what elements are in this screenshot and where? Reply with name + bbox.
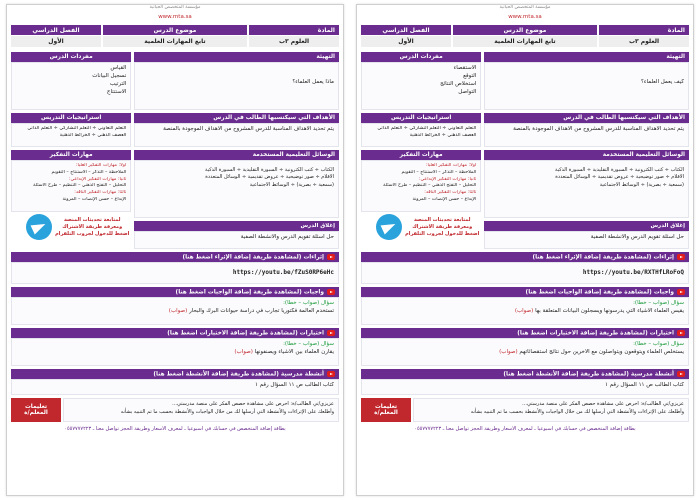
goals-text: يتم تحديد الأهداف المناسبة للدرس المشروح من الأهداف الموجودة بالمنصة — [163, 126, 334, 132]
school-title-text: أنشطة مدرسية (لمشاهدة طريقة إضافة الأنشطة اضغط هنا) — [503, 371, 674, 378]
youtube-play-icon[interactable] — [327, 371, 335, 377]
topic-label: موضوع الدرس — [453, 25, 597, 35]
skills-line: الإبداع – حسن الإنصات – المرونة — [62, 197, 127, 203]
promo-line: اضغط للدخول لجروب التلقرام — [55, 230, 130, 237]
site-subtitle: مؤسسة المتخصص الحياتية — [149, 5, 201, 10]
semester-cell — [11, 25, 101, 47]
subject-cell — [249, 25, 339, 47]
skills-line: أولاً: مهارات التفكير العليا: — [425, 163, 477, 168]
homework-question-label: سؤال (صواب – خطأ): — [633, 300, 684, 306]
skills-box — [361, 160, 481, 212]
vocab-section — [361, 52, 481, 110]
vocab-item: الاستنتاج — [106, 88, 127, 95]
homework-question-label: سؤال (صواب – خطأ): — [283, 300, 334, 306]
skills-line: ثانياً: مهارات التفكير الإبداعي: — [418, 176, 477, 182]
vocab-item: التواصل — [458, 88, 477, 95]
vocab-item: الاستقصاء — [453, 65, 477, 71]
skills-line: الملاحظة – التذكر – الاستنتاج – التقويم — [401, 169, 477, 175]
enrich-title-text: إثراءات (لمشاهدة طريقة إضافة الإثراء اضغط هنا) — [532, 254, 674, 261]
aids-title: الوسائل التعليمية المستخدمة — [134, 150, 339, 160]
subject-label: المادة — [599, 25, 689, 35]
skills-title: مهارات التفكير — [361, 150, 481, 160]
strategies-box — [361, 123, 481, 147]
tests-box — [361, 338, 689, 366]
skills-section — [11, 150, 131, 249]
school-text: كتاب الطالب ص ١١ السؤال رقم ١ — [604, 382, 684, 388]
enrich-section — [11, 252, 339, 284]
semester-label: الفصل الدراسي — [361, 25, 451, 35]
skills-line: التحليل – التفتح الذهني – التنظيم – طرح الأسئلة — [33, 183, 127, 189]
goals-title: الأهداف التي سيكتسبها الطالب في الدرس — [484, 113, 689, 123]
aids-line: (سمعية ÷ بصرية) ÷ الوسائط الاجتماعية — [599, 181, 684, 188]
promo-line: اضغط للدخول لجروب التلقرام — [405, 230, 480, 237]
strategies-title: استراتيجيات التدريس — [361, 113, 481, 123]
skills-line: أولاً: مهارات التفكير العليا: — [75, 163, 127, 168]
closing-title: إغلاق الدرس — [484, 221, 689, 231]
site-header — [357, 5, 693, 25]
homework-title-text: واجبات (لمشاهدة طريقة إضافة الواجبات اضغط هنا) — [175, 289, 324, 296]
enrich-link[interactable]: https://youtu.be/RXTHfLRoFoQ — [582, 269, 684, 276]
skills-line: الملاحظة – التذكر – الاستنتاج – التقويم — [51, 169, 127, 175]
topic-cell — [103, 25, 247, 47]
skills-line: ثانياً: مهارات التفكير الإبداعي: — [68, 176, 127, 182]
notes-label: تعليمات المعلم/ة — [361, 398, 411, 422]
tests-box — [11, 338, 339, 366]
skills-title: مهارات التفكير — [11, 150, 131, 160]
semester-cell — [361, 25, 451, 47]
lesson-card-right — [356, 4, 694, 496]
intro-title: التهيئة — [484, 52, 689, 62]
strategies-title: استراتيجيات التدريس — [11, 113, 131, 123]
notes-text — [63, 398, 339, 422]
homework-title[interactable] — [11, 287, 339, 297]
promo-text — [55, 217, 129, 238]
goals-box — [484, 123, 689, 147]
intro-text: ماذا يعمل العلماء؟ — [292, 79, 334, 85]
goals-section — [484, 113, 689, 147]
notes-line: وأطلعك على الإثراءات والأنشطة التي أرسلها لك من خلال الواجبات والأنشطة بحسب ما تم التنبيه بشأنه — [120, 408, 334, 415]
tests-answer: (صواب) — [234, 348, 253, 355]
youtube-play-icon[interactable] — [677, 289, 685, 295]
subject-cell — [599, 25, 689, 47]
intro-section — [484, 52, 689, 110]
school-title[interactable] — [11, 369, 339, 379]
footer-note: بطاقة إضافة المتخصص في حسابك في أسبوعيا ـ لمعرف الأسعار وطريقة الحجز تواصل معنا ـ ٠٥٥٧٧٧٧٢٢٣ — [414, 426, 636, 432]
vocab-section — [11, 52, 131, 110]
school-box — [361, 379, 689, 395]
goals-section — [134, 113, 339, 147]
tests-question-text: يستخلص العلماء ويتوقعون ويتواصلون مع الآخرين حول نتائج استقصائاتهم — [519, 348, 684, 355]
telegram-promo[interactable] — [361, 212, 481, 242]
closing-text: حل أسئلة تقويم الدرس والأنشطة الصفية — [590, 234, 684, 240]
promo-line: لمتابعة تحديثات المنصة — [413, 216, 471, 223]
youtube-play-icon[interactable] — [677, 254, 685, 260]
youtube-play-icon[interactable] — [327, 289, 335, 295]
lesson-header — [361, 25, 689, 47]
homework-title-text: واجبات (لمشاهدة طريقة إضافة الواجبات اضغط هنا) — [525, 289, 674, 296]
strategies-section — [361, 113, 481, 147]
semester-label: الفصل الدراسي — [11, 25, 101, 35]
telegram-icon[interactable] — [26, 214, 52, 240]
vocab-item: التوقع — [463, 72, 477, 79]
tests-question-text: يقارن العلماء بين الأشياء ويصنفونها — [254, 348, 334, 355]
skills-line: الإبداع – حسن الإنصات – المرونة — [412, 197, 477, 203]
topic-value: تابع المهارات العلمية — [103, 36, 247, 47]
aids-title: الوسائل التعليمية المستخدمة — [484, 150, 689, 160]
subject-value: العلوم ٣ب — [599, 36, 689, 47]
telegram-icon[interactable] — [376, 214, 402, 240]
enrich-box — [11, 262, 339, 284]
homework-question — [366, 308, 684, 316]
notes-label: تعليمات المعلم/ة — [11, 398, 61, 422]
intro-box — [484, 62, 689, 110]
skills-line: ثالثاً: مهارات التفكير الناقد: — [424, 190, 477, 196]
promo-text — [405, 217, 479, 238]
strategies-line: التعلم التعاوني ÷ التعلم التشاركي ÷ التعلم الذاتي — [377, 126, 477, 131]
homework-question-text: تستخدم العالمة فكتوريا تجارب في دراسة حيوانات البرك والبحار — [189, 307, 334, 314]
strategies-line: التعلم التعاوني ÷ التعلم التشاركي ÷ التعلم الذاتي — [27, 126, 127, 131]
youtube-play-icon[interactable] — [677, 330, 685, 336]
topic-cell — [453, 25, 597, 47]
homework-title[interactable] — [361, 287, 689, 297]
vocab-box — [361, 62, 481, 110]
site-url[interactable]: www.mta.sa — [158, 14, 192, 20]
vocab-item: استخلاص النتائج — [440, 80, 477, 87]
subject-value: العلوم ٣ب — [249, 36, 339, 47]
aids-section — [134, 150, 339, 249]
notes-line: عزيزي/تي الطالب/ة: احرص على مشاهدة حصص الفكر على منصة مدرستي... — [522, 401, 684, 407]
tests-question — [16, 349, 334, 357]
intro-box — [134, 62, 339, 110]
site-url[interactable]: www.mta.sa — [508, 14, 542, 20]
promo-line: لمتابعة تحديثات المنصة — [63, 216, 121, 223]
teacher-notes — [11, 398, 339, 422]
tests-question-label: سؤال (صواب – خطأ): — [283, 341, 334, 347]
site-header — [7, 5, 343, 25]
notes-line: وأطلعك على الإثراءات والأنشطة التي أرسلها لك من خلال الواجبات والأنشطة بحسب ما تم التنبيه بشأنه — [470, 408, 684, 415]
enrich-title-text: إثراءات (لمشاهدة طريقة إضافة الإثراء اضغط هنا) — [182, 254, 324, 261]
homework-answer: (صواب) — [514, 307, 534, 314]
homework-section — [11, 287, 339, 325]
tests-section — [11, 328, 339, 366]
aids-line: (سمعية ÷ بصرية) ÷ الوسائط الاجتماعية — [249, 181, 334, 188]
homework-question — [16, 308, 334, 316]
school-title[interactable] — [361, 369, 689, 379]
homework-box — [361, 297, 689, 325]
enrich-link[interactable]: https://youtu.be/fZuS0RP6eHc — [232, 269, 334, 276]
skills-line: ثالثاً: مهارات التفكير الناقد: — [74, 190, 127, 196]
school-section — [361, 369, 689, 395]
promo-line: ومعرفة طريقة الاشتراك — [412, 223, 473, 230]
lesson-card-left — [6, 4, 344, 496]
aids-box — [134, 160, 339, 218]
aids-section — [484, 150, 689, 249]
school-title-text: أنشطة مدرسية (لمشاهدة طريقة إضافة الأنشطة اضغط هنا) — [153, 371, 324, 378]
vocab-title: مفردات الدرس — [361, 52, 481, 62]
aids-box — [484, 160, 689, 218]
goals-text: يتم تحديد الأهداف المناسبة للدرس المشروح من الأهداف الموجودة بالمنصة — [513, 126, 684, 132]
youtube-play-icon[interactable] — [327, 330, 335, 336]
intro-title: التهيئة — [134, 52, 339, 62]
skills-line: التحليل – التفتح الذهني – التنظيم – طرح الأسئلة — [383, 183, 477, 189]
tests-section — [361, 328, 689, 366]
aids-line: الكتاب ÷ كتب الكترونية ÷ السبورة التقليدية ÷ السبورة الذكية — [205, 167, 334, 173]
school-text: كتاب الطالب ص ١١ السؤال رقم ١ — [254, 382, 334, 388]
closing-title: إغلاق الدرس — [134, 221, 339, 231]
aids-line: الأقلام ÷ صور توضيحية ÷ عروض تقديمية ÷ الوسائل المتعددة — [555, 174, 684, 181]
homework-answer: (صواب) — [168, 307, 188, 314]
tests-question — [366, 349, 684, 357]
youtube-play-icon[interactable] — [327, 254, 335, 260]
strategies-box — [11, 123, 131, 147]
intro-text: كيف يعمل العلماء؟ — [640, 79, 684, 85]
homework-box — [11, 297, 339, 325]
enrich-section — [361, 252, 689, 284]
strategies-section — [11, 113, 131, 147]
telegram-promo[interactable] — [11, 212, 131, 242]
subject-label: المادة — [249, 25, 339, 35]
promo-line: ومعرفة طريقة الاشتراك — [62, 223, 123, 230]
footer-note: بطاقة إضافة المتخصص في حسابك في أسبوعيا ـ لمعرف الأسعار وطريقة الحجز تواصل معنا ـ ٠٥٥٧٧٧٧٢٢٣ — [64, 426, 286, 432]
closing-box — [484, 231, 689, 249]
semester-value: الأول — [361, 36, 451, 47]
enrich-title[interactable] — [361, 252, 689, 262]
tests-question-label: سؤال (صواب – خطأ): — [633, 341, 684, 347]
goals-box — [134, 123, 339, 147]
site-subtitle: مؤسسة المتخصص الحياتية — [499, 5, 551, 10]
teacher-notes — [361, 398, 689, 422]
tests-title-text: اختبارات (لمشاهدة طريقة إضافة الاختبارات اضغط هنا) — [167, 330, 324, 337]
homework-question-text: يقيس العلماء الأشياء التي يدرسونها ويسجلون البيانات المتعلقة بها — [535, 307, 684, 314]
enrich-title[interactable] — [11, 252, 339, 262]
vocab-item: الترتيب — [109, 80, 127, 87]
strategies-line: العصف الذهني ÷ الخرائط الذهنية — [409, 132, 477, 138]
aids-line: الكتاب ÷ كتب الكترونية ÷ السبورة التقليدية ÷ السبورة الذكية — [555, 167, 684, 173]
tests-answer: (صواب) — [499, 348, 518, 355]
notes-line: عزيزي/تي الطالب/ة: احرص على مشاهدة حصص الفكر على منصة مدرستي... — [172, 401, 334, 407]
lesson-header — [11, 25, 339, 47]
skills-section — [361, 150, 481, 249]
tests-title[interactable] — [11, 328, 339, 338]
topic-value: تابع المهارات العلمية — [453, 36, 597, 47]
vocab-title: مفردات الدرس — [11, 52, 131, 62]
youtube-play-icon[interactable] — [677, 371, 685, 377]
aids-line: الأقلام ÷ صور توضيحية ÷ عروض تقديمية ÷ الوسائل المتعددة — [205, 174, 334, 181]
school-section — [11, 369, 339, 395]
enrich-box — [361, 262, 689, 284]
semester-value: الأول — [11, 36, 101, 47]
tests-title[interactable] — [361, 328, 689, 338]
intro-section — [134, 52, 339, 110]
notes-text — [413, 398, 689, 422]
skills-box — [11, 160, 131, 212]
vocab-item: القياس — [110, 65, 127, 71]
closing-text: حل أسئلة تقويم الدرس والأنشطة الصفية — [240, 234, 334, 240]
vocab-box — [11, 62, 131, 110]
strategies-line: العصف الذهني ÷ الخرائط الذهنية — [59, 132, 127, 138]
topic-label: موضوع الدرس — [103, 25, 247, 35]
tests-title-text: اختبارات (لمشاهدة طريقة إضافة الاختبارات اضغط هنا) — [517, 330, 674, 337]
vocab-item: تسجيل البيانات — [92, 72, 127, 79]
goals-title: الأهداف التي سيكتسبها الطالب في الدرس — [134, 113, 339, 123]
closing-box — [134, 231, 339, 249]
homework-section — [361, 287, 689, 325]
school-box — [11, 379, 339, 395]
